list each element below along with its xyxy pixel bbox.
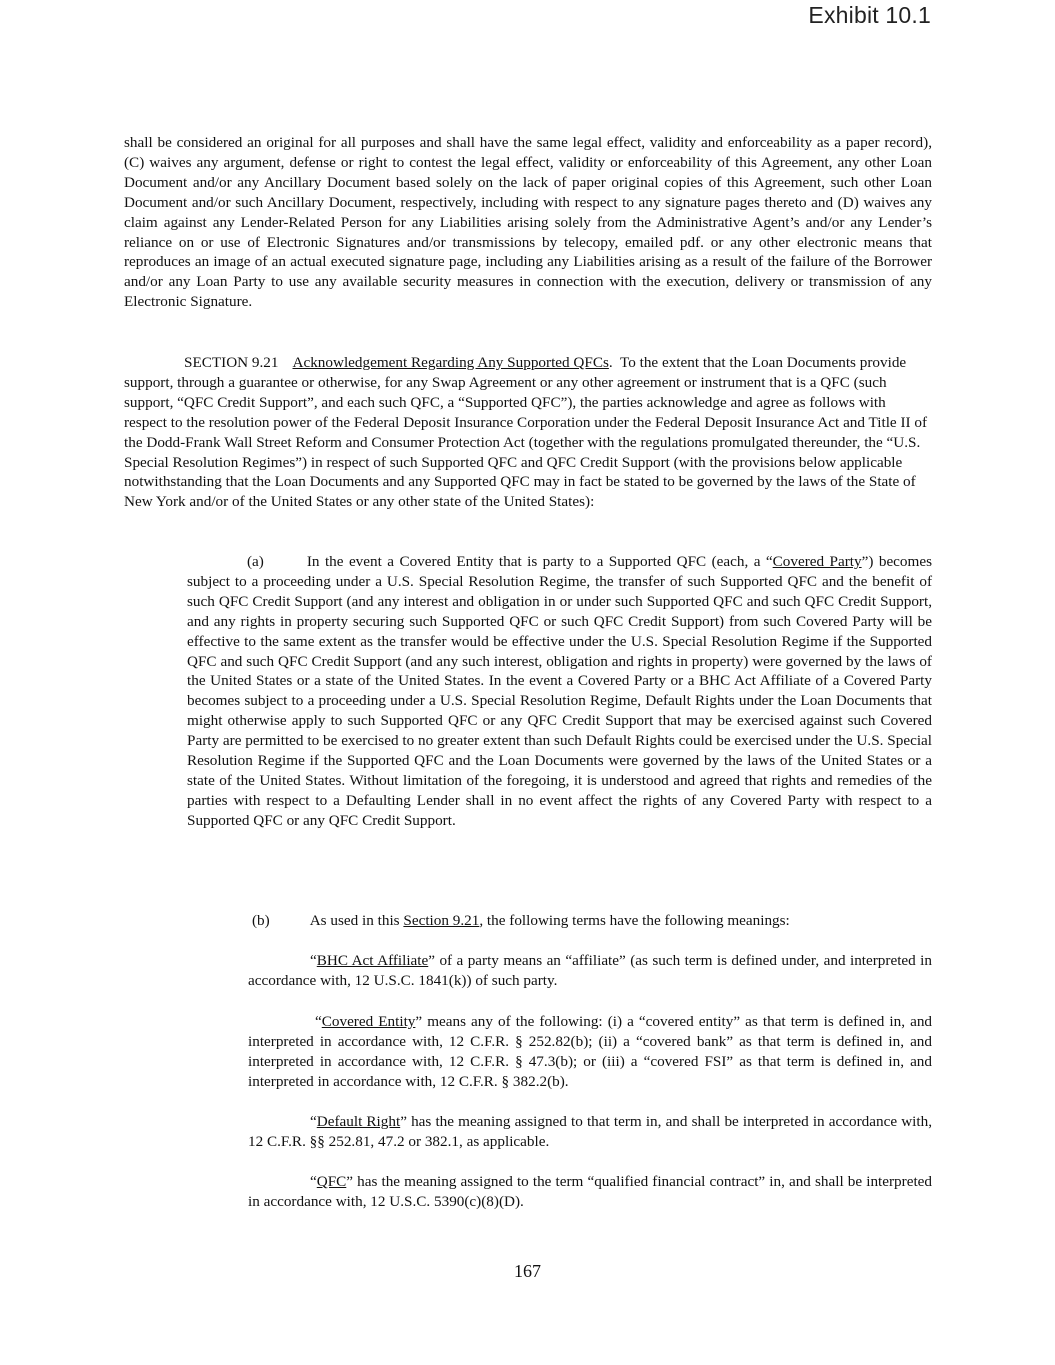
paragraph-b-label: (b): [252, 912, 270, 929]
section-reference: Section 9.21: [403, 912, 480, 929]
section-title: Acknowledgement Regarding Any Supported QFCs: [292, 354, 609, 371]
exhibit-label: Exhibit 10.1: [808, 2, 931, 28]
definition-term: BHC Act Affiliate: [316, 952, 429, 969]
definition-qfc: [248, 1172, 932, 1212]
definition-term: Covered Entity: [321, 1013, 416, 1030]
paragraph-a-rest: ”) becomes subject to a proceeding under a U.S. Special Resolution Regime, the transfer of such Supported QFC and the benefit of such QFC Credit Support (and any interest and obligation in or under such Supported QFC and such QFC Credit Support, and any rights in property securing such Supported QFC or such QFC Credit Support) from such Covered Party will be effective to the same extent as the transfer would be effective under the U.S. Special Resolution Regime if the Supported QFC and such QFC Credit Support (and any such interest, obligation and rights in property) were governed by the laws of the United States or a state of the United States. In the event a Covered Party or a BHC Act Affiliate of a Covered Party becomes subject to a proceeding under a U.S. Special Resolution Regime, Default Rights under the Loan Documents that might otherwise apply to such Supported QFC or any QFC Credit Support that may be exercised against such Covered Party are permitted to be exercised to no greater extent than such Default Rights could be exercised under the U.S. Special Resolution Regime if the Supported QFC and the Loan Documents were governed by the laws of the United States or a state of the United States. Without limitation of the foregoing, it is understood and agreed that rights and remedies of the parties with respect to a Defaulting Lender shall in no event affect the rights of any Covered Party with respect to a Supported QFC or any QFC Credit Support.: [187, 553, 932, 829]
paragraph-b-rest: , the following terms have the following meanings:: [479, 912, 790, 929]
section-body: To the extent that the Loan Documents provide support, through a guarantee or otherwise, for any Swap Agreement or any other agreement or instrument that is a QFC (such support, “QFC Credit Support”, and each such QFC, a “Supported QFC”), the parties acknowledge and agree as follows with respect to the resolution power of the Federal Deposit Insurance Corporation under the Federal Deposit Insurance Act and Title II of the Dodd-Frank Wall Street Reform and Consumer Protection Act (together with the regulations promulgated thereunder, the “U.S. Special Resolution Regimes”) in respect of such Supported QFC and QFC Credit Support (with the provisions below applicable notwithstanding that the Loan Documents and any Supported QFC may in fact be stated to be governed by the laws of the State of New York and/or of the United States or any other state of the United States):: [124, 354, 928, 511]
covered-party-term: Covered Party: [772, 553, 862, 570]
continuation-paragraph: shall be considered an original for all purposes and shall have the same legal effect, validity and enforceability as a paper record), (C) waives any argument, defense or right to contest the legal effect, validity or enforceability of this Agreement, any other Loan Document and/or any Ancillary Document based solely on the lack of paper original copies of this Agreement, such other Loan Document and/or such Ancillary Document, respectively, including with respect to any signature pages thereto and (D) waives any claim against any Lender-Related Person for any Liabilities arising solely from the Administrative Agent’s and/or any Lender’s reliance on or use of Electronic Signatures and/or transmissions by telecopy, emailed pdf. or any other electronic means that reproduces an image of an actual executed signature page, including any Liabilities arising as a result of the failure of the Borrower and/or any Loan Party to use any available security measures in connection with the execution, delivery or transmission of any Electronic Signature.: [124, 134, 932, 311]
definition-term: Default Right: [316, 1113, 401, 1130]
paragraph-a: [187, 552, 932, 831]
definition-bhc-act-affiliate: [248, 951, 932, 991]
definition-term: QFC: [316, 1173, 347, 1190]
definition-text: ” has the meaning assigned to that term in, and shall be interpreted in accordance with, 12 C.F.R. §§ 252.81, 47.2 or 382.1, as applicable.: [248, 1113, 932, 1150]
paragraph-a-label: (a): [247, 553, 264, 570]
section-9-21-paragraph: [124, 353, 932, 512]
paragraph-a-lead: In the event a Covered Entity that is party to a Supported QFC (each, a “: [306, 553, 773, 570]
open-quote: “: [310, 1173, 317, 1190]
open-quote: “: [310, 952, 317, 969]
definition-covered-entity: [248, 1012, 932, 1092]
section-number: SECTION 9.21: [184, 354, 279, 371]
open-quote: “: [310, 1113, 317, 1130]
definition-text: ” means any of the following: (i) a “covered entity” as that term is defined in, and interpreted in accordance with, 12 C.F.R. § 252.82(b); (ii) a “covered bank” as that term is defined in, and interpreted in accordance with, 12 C.F.R. § 47.3(b); or (iii) a “covered FSI” as that term is defined in, and interpreted in accordance with, 12 C.F.R. § 382.2(b).: [248, 1013, 933, 1090]
paragraph-b-lead: As used in this: [309, 912, 404, 929]
definition-default-right: [248, 1112, 932, 1152]
open-quote: “: [315, 1013, 322, 1030]
definition-text: ” has the meaning assigned to the term “qualified financial contract” in, and shall be interpreted in accordance with, 12 U.S.C. 5390(c)(8)(D).: [248, 1173, 932, 1210]
section-title-end: .: [608, 354, 613, 371]
paragraph-b: [252, 911, 932, 931]
page-number: 167: [514, 1261, 541, 1281]
definition-text: ” of a party means an “affiliate” (as such term is defined under, and interpreted in accordance with, 12 U.S.C. 1841(k)) of such party.: [248, 952, 932, 989]
